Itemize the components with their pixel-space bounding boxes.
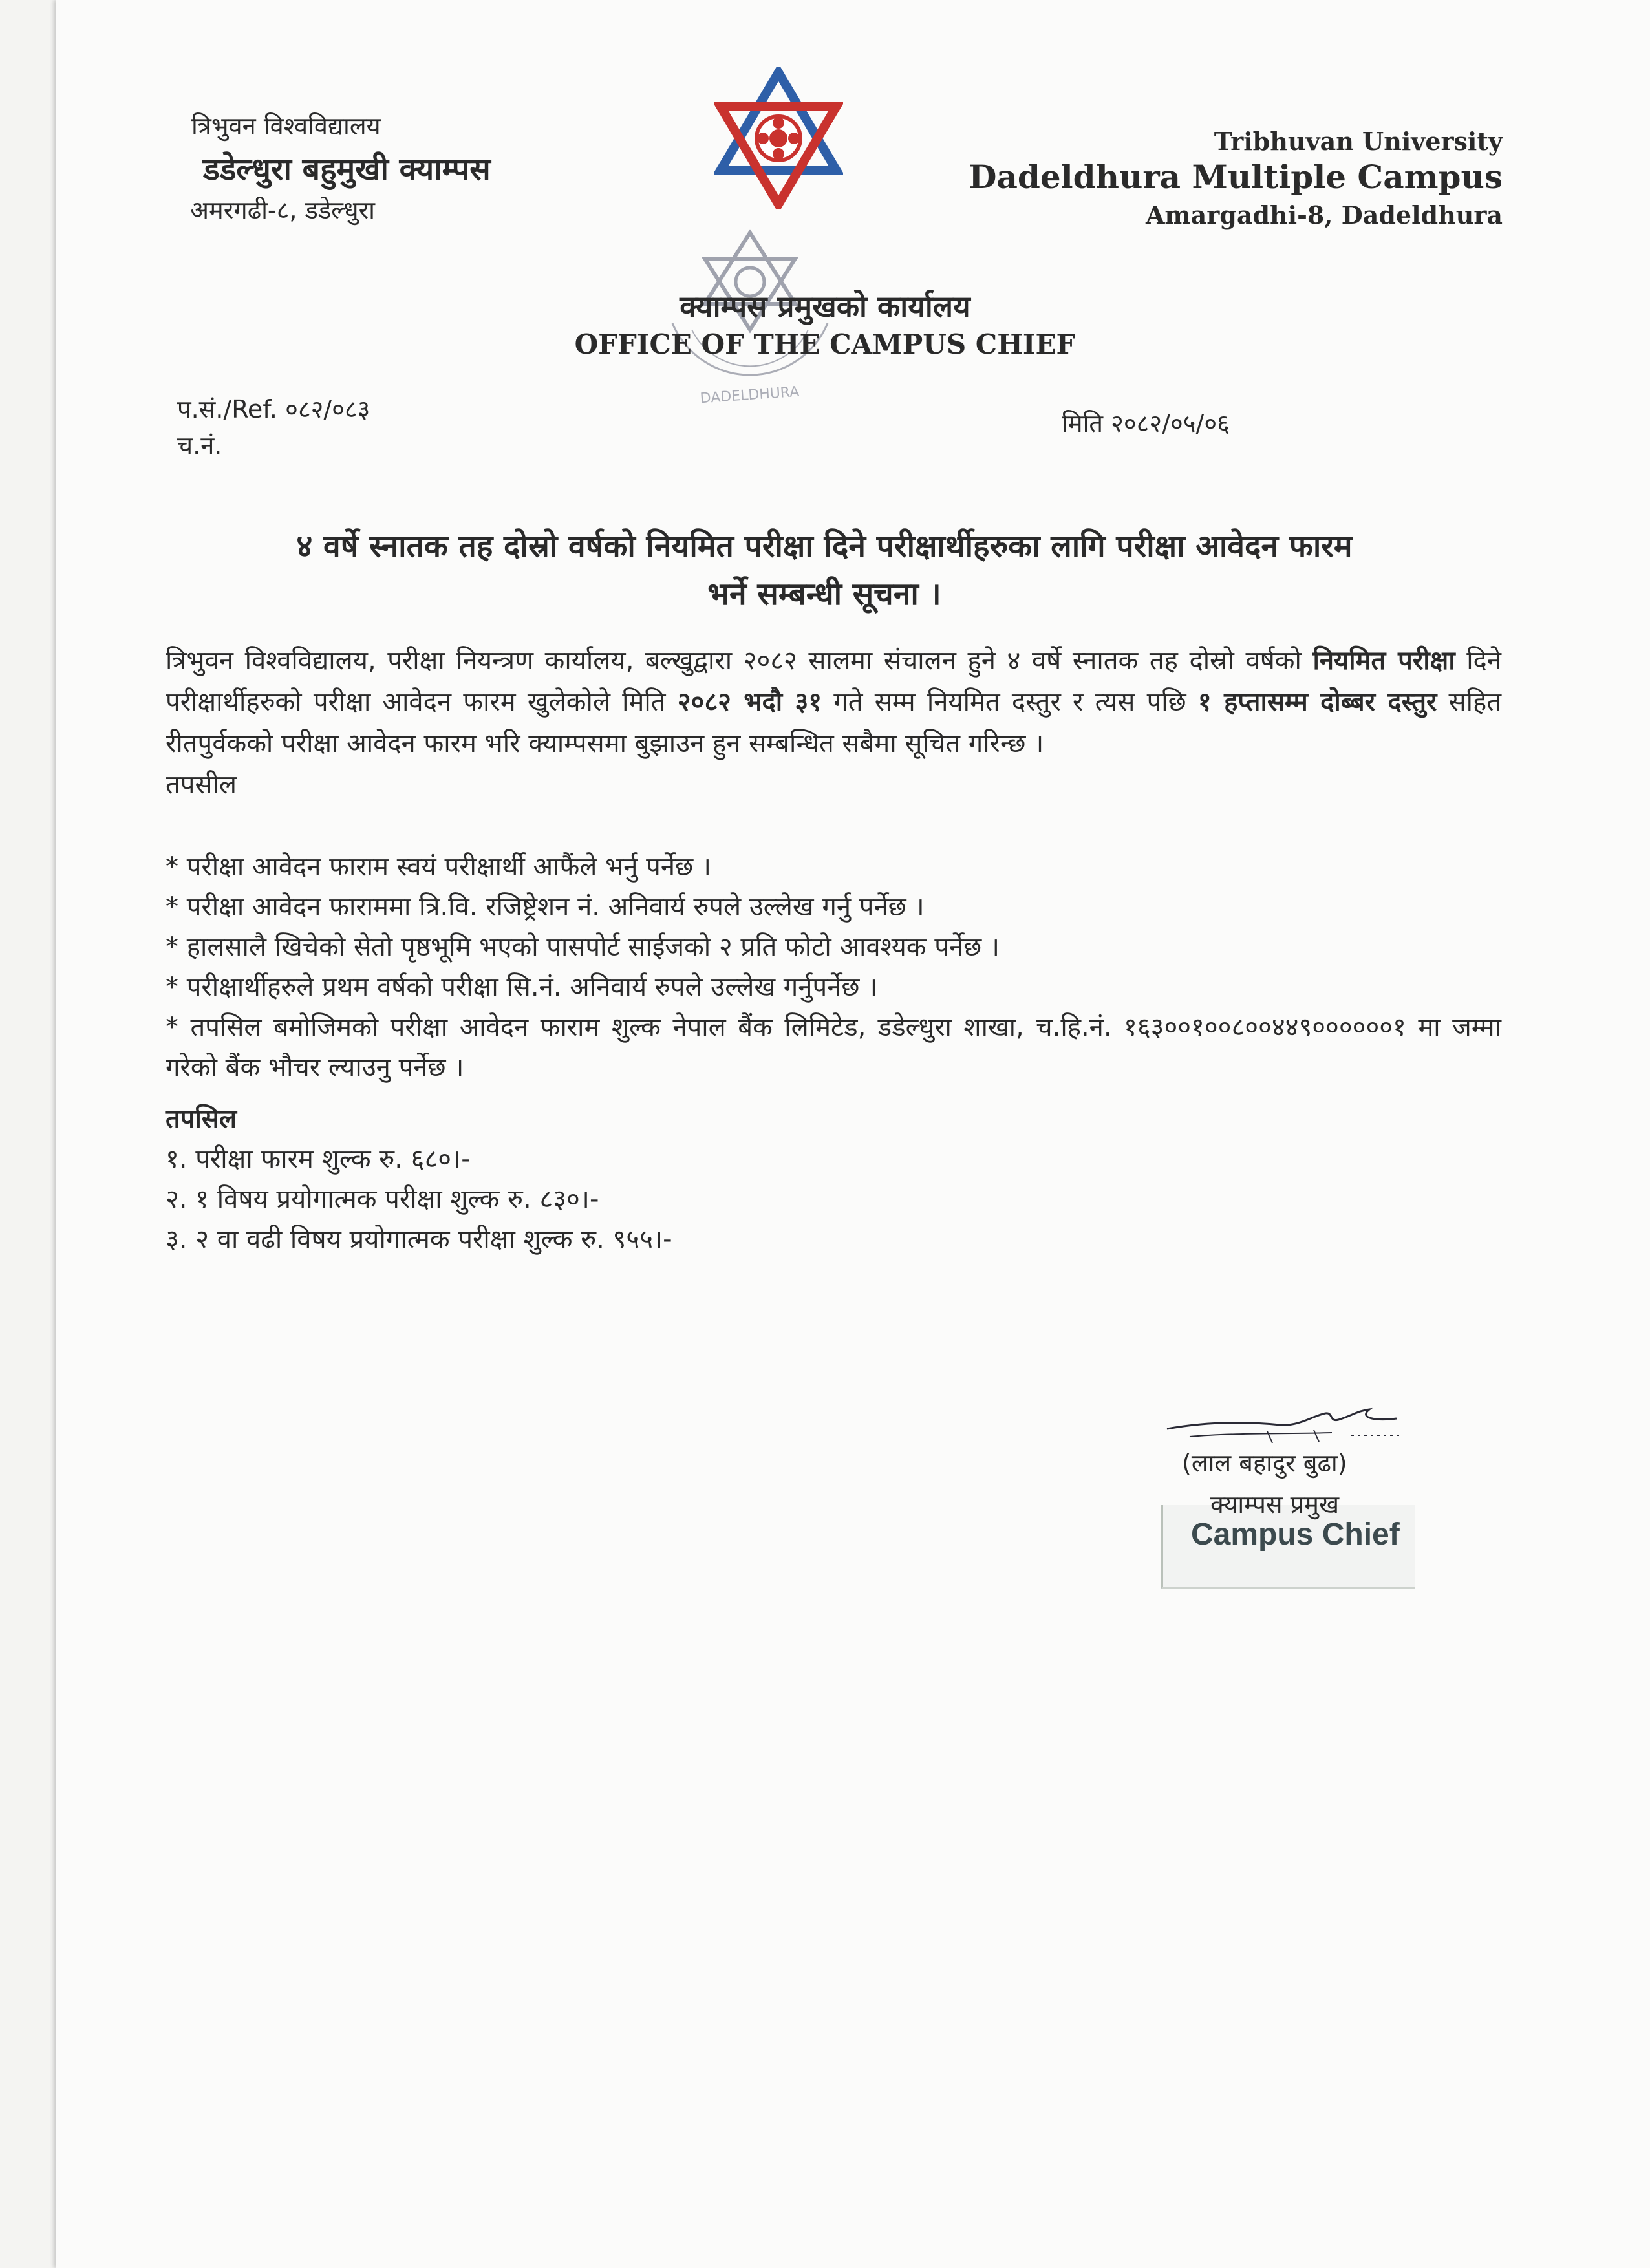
details-heading: तपसील: [166, 770, 237, 800]
letter-date: मिति २०८२/०५/०६: [1062, 409, 1230, 438]
instructions-list: [166, 847, 1501, 1087]
notice-title-line-1: ४ वर्षे स्नातक तह दोस्रो वर्षको नियमित परीक्षा दिने परीक्षार्थीहरुका लागि परीक्षा आवेदन फारम: [296, 528, 1353, 564]
campus-address-english: Amargadhi-8, Dadeldhura: [1145, 200, 1503, 230]
list-item: * हालसालै खिचेको सेतो पृष्ठभूमि भएको पासपोर्ट साईजको २ प्रति फोटो आवश्यक पर्नेछ ।: [166, 932, 1000, 962]
university-logo-icon: [714, 67, 843, 209]
dispatch-number: च.नं.: [177, 431, 222, 460]
list-item: ३. २ वा वढी विषय प्रयोगात्मक परीक्षा शुल्क रु. ९५५।-: [166, 1225, 672, 1254]
fees-list: [166, 1099, 672, 1259]
campus-name-english: Dadeldhura Multiple Campus: [969, 158, 1503, 196]
list-item: * तपसिल बमोजिमको परीक्षा आवेदन फाराम शुल्क नेपाल बैंक लिमिटेड, डडेल्धुरा शाखा, च.हि.नं. १६३००१००८००४४९००००००१ मा जम्मा गरेको बैंक भौचर ल्याउनु पर्नेछ ।: [166, 1012, 1501, 1082]
campus-address-nepali: अमरगढी-८, डडेल्धुरा: [190, 196, 375, 224]
notice-title: [155, 522, 1494, 618]
svg-text:DADELDHURA: DADELDHURA: [699, 383, 800, 407]
office-title-nepali: क्याम्पस प्रमुखको कार्यालय: [680, 289, 970, 324]
notice-body: [166, 640, 1501, 806]
office-title-english: OFFICE OF THE CAMPUS CHIEF: [574, 328, 1076, 360]
reference-number: प.सं./Ref. ०८२/०८३: [177, 395, 370, 423]
campus-chief-stamp-text: Campus Chief: [1191, 1517, 1400, 1552]
list-item: १. परीक्षा फारम शुल्क रु. ६८०।-: [166, 1144, 471, 1174]
notice-title-line-2: भर्ने सम्बन्धी सूचना ।: [707, 576, 941, 612]
university-name-english: Tribhuvan University: [1214, 127, 1503, 156]
campus-name-nepali: डडेल्धुरा बहुमुखी क्याम्पस: [203, 151, 491, 187]
list-item: * परीक्षा आवेदन फाराम स्वयं परीक्षार्थी आफैंले भर्नु पर्नेछ ।: [166, 852, 711, 882]
signatory-title: क्याम्पस प्रमुख: [1210, 1490, 1340, 1519]
university-name-nepali: त्रिभुवन विश्वविद्यालय: [191, 112, 381, 140]
signatory-name: (लाल बहादुर बुढा): [1182, 1449, 1347, 1477]
notice-paragraph: त्रिभुवन विश्वविद्यालय, परीक्षा नियन्त्रण कार्यालय, बल्खुद्वारा २०८२ सालमा संचालन हुने ४ वर्षे स्नातक तह दोस्रो वर्षको नियमित परीक्षा दिने परीक्षार्थीहरुको परीक्षा आवेदन फारम खुलेकोले मिति २०८२ भदौ ३१ गते सम्म नियमित दस्तुर र त्यस पछि १ हप्तासम्म दोब्बर दस्तुर सहित रीतपुर्वकको परीक्षा आवेदन फारम भरि क्याम्पसमा बुझाउन हुन सम्बन्धित सबैमा सूचित गरिन्छ ।: [166, 646, 1501, 758]
list-item: २. १ विषय प्रयोगात्मक परीक्षा शुल्क रु. ८३०।-: [166, 1184, 599, 1214]
list-item: * परीक्षा आवेदन फाराममा त्रि.वि. रजिष्ट्रेशन नं. अनिवार्य रुपले उल्लेख गर्नु पर्नेछ ।: [166, 892, 925, 922]
fees-heading: तपसिल: [166, 1104, 237, 1134]
list-item: * परीक्षार्थीहरुले प्रथम वर्षको परीक्षा सि.नं. अनिवार्य रुपले उल्लेख गर्नुपर्नेछ ।: [166, 972, 878, 1002]
